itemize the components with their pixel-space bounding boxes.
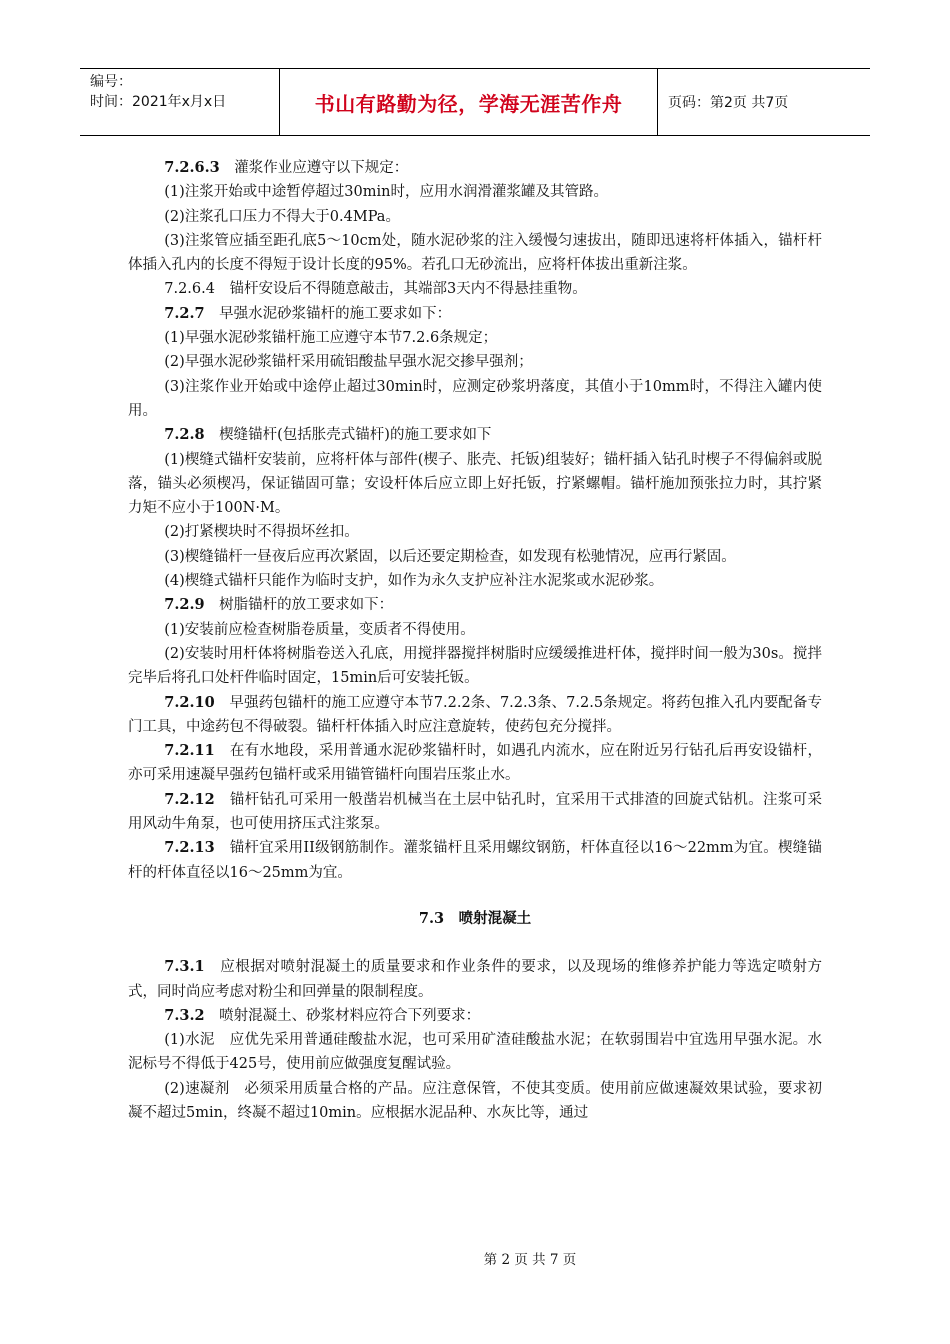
clause-number: 7.2.13 <box>164 839 215 857</box>
clause-number: 7.2.9 <box>164 596 205 614</box>
page-header <box>80 68 870 136</box>
paragraph-text: 喷射混凝土、砂浆材料应符合下列要求： <box>219 1007 481 1024</box>
paragraph <box>128 569 822 593</box>
clause-number: 7.2.10 <box>164 693 215 711</box>
paragraph-text: 锚杆宜采用II级钢筋制作。灌浆锚杆且采用螺纹钢筋，杆体直径以16～22mm为宜。楔缝锚杆的杆体直径以16～25mm为宜。 <box>128 840 822 881</box>
paragraph-text: 在有水地段，采用普通水泥砂浆锚杆时，如遇孔内流水，应在附近另行钻孔后再安设锚杆，亦可采用速凝早强药包锚杆或采用锚管锚杆向围岩压浆止水。 <box>128 743 822 784</box>
paragraph <box>128 277 822 301</box>
paragraph-text: (3)注浆管应插至距孔底5～10cm处，随水泥砂浆的注入缓慢匀速拔出，随即迅速将杆体插入，锚杆杆体插入孔内的长度不得短于设计长度的95%。若孔口无砂流出，应将杆体拔出重新注浆。 <box>128 232 822 274</box>
clause-number: 7.2.8 <box>164 426 205 444</box>
paragraph-text: 早强药包锚杆的施工应遵守本节7.2.2条、7.2.3条、7.2.5条规定。将药包推入孔内要配备专门工具，中途药包不得破裂。锚杆杆体插入时应注意旋转，使药包充分搅拌。 <box>128 694 823 735</box>
document-number-label: 编号： <box>90 74 132 90</box>
header-motto: 书山有路勤为径，学海无涯苦作舟 <box>280 69 658 135</box>
page-footer: 第 2 页 共 7 页 <box>483 1252 577 1268</box>
document-time-label: 时间：2021年x月x日 <box>90 94 227 110</box>
paragraph-text: (1)楔缝式锚杆安装前，应将杆体与部件(楔子、胀壳、托钣)组装好；锚杆插入钻孔时楔子不得偏斜或脱落，锚头必须楔冯，保证锚固可靠；安设杆体后应立即上好托钣，拧紧螺帽。锚杆施加预张拉力时，其拧紧力矩不应小于100N·M。 <box>128 451 822 517</box>
paragraph-text: (2)速凝剂 必须采用质量合格的产品。应注意保管，不使其变质。使用前应做速凝效果试验，要求初凝不超过5min，终凝不超过10min。应根据水泥品种、水灰比等，通过 <box>128 1080 822 1121</box>
paragraph-text: 7.2.6.4 锚杆安设后不得随意敲击，其端部3天内不得悬挂重物。 <box>164 281 587 298</box>
paragraph <box>128 642 822 691</box>
paragraph-text: (1)水泥 应优先采用普通硅酸盐水泥，也可采用矿渣硅酸盐水泥；在软弱围岩中宜选用早强水泥。水泥标号不得低于425号，使用前应做强度复醒试验。 <box>128 1032 822 1073</box>
paragraph <box>128 423 822 447</box>
clause-number: 7.2.12 <box>164 790 215 808</box>
paragraph <box>128 229 822 278</box>
header-meta <box>80 69 280 135</box>
paragraph-text: 灌浆作业应遵守以下规定： <box>234 160 409 176</box>
paragraph-text: (2)安装时用杆体将树脂卷送入孔底，用搅拌器搅拌树脂时应缓缓推进杆体，搅拌时间一般为30s。搅拌完毕后将孔口处杆件临时固定，15min后可安装托钣。 <box>128 645 822 687</box>
paragraph <box>128 448 822 521</box>
paragraph <box>128 520 822 544</box>
paragraph <box>128 1004 822 1028</box>
paragraph-text: (3)注浆作业开始或中途停止超过30min时，应测定砂浆坍落度，其值小于10mm时，不得注入罐内使用。 <box>128 378 822 419</box>
paragraph-text: (2)早强水泥砂浆锚杆采用硫铝酸盐早强水泥交掺早强剂； <box>164 354 533 371</box>
paragraph <box>128 618 822 642</box>
paragraph <box>128 1028 822 1077</box>
paragraph <box>128 156 822 180</box>
clause-number: 7.3.1 <box>164 958 205 976</box>
paragraph <box>128 375 822 424</box>
clause-number: 7.2.11 <box>164 742 215 760</box>
clause-number: 7.2.6.3 <box>164 159 220 176</box>
paragraph-text: 早强水泥砂浆锚杆的施工要求如下： <box>219 305 452 322</box>
clause-number: 7.3.2 <box>164 1006 205 1024</box>
paragraph-text: (4)楔缝式锚杆只能作为临时支护，如作为永久支护应补注水泥浆或水泥砂浆。 <box>164 573 664 590</box>
paragraph <box>128 350 822 374</box>
header-page-info: 页码：第2页 共7页 <box>668 95 789 111</box>
paragraph <box>128 955 822 1004</box>
paragraph-text: 应根据对喷射混凝土的质量要求和作业条件的要求，以及现场的维修养护能力等选定喷射方式，同时尚应考虑对粉尘和回弹量的限制程度。 <box>128 959 823 1000</box>
paragraph-text: (2)打紧楔块时不得损坏丝扣。 <box>164 524 359 541</box>
paragraph-text: 锚杆钻孔可采用一般凿岩机械当在土层中钻孔时，宜采用干式排渣的回旋式钻机。注浆可采用风动牛角泵，也可使用挤压式注浆泵。 <box>128 791 822 833</box>
section-7-3-paragraphs <box>128 955 822 1125</box>
clause-number: 7.2.7 <box>164 304 205 322</box>
paragraph <box>128 593 822 617</box>
paragraph-text: 楔缝锚杆(包括胀壳式锚杆)的施工要求如下 <box>219 427 492 444</box>
paragraph-text: (3)楔缝锚杆一昼夜后应再次紧固，以后还要定期检查，如发现有松驰情况，应再行紧固。 <box>164 548 736 565</box>
paragraph-text: 树脂锚杆的放工要求如下： <box>219 597 394 614</box>
section-7-2-paragraphs <box>128 156 822 885</box>
paragraph <box>128 205 822 229</box>
paragraph-text: (1)注浆开始或中途暂停超过30min时，应用水润滑灌浆罐及其管路。 <box>164 184 608 201</box>
paragraph <box>128 326 822 350</box>
section-title: 7.3 喷射混凝土 <box>418 909 532 927</box>
paragraph-text: (1)安装前应检查树脂卷质量，变质者不得使用。 <box>164 621 475 638</box>
document-body <box>128 156 822 1125</box>
paragraph <box>128 1077 822 1126</box>
paragraph <box>128 691 822 740</box>
paragraph <box>128 302 822 326</box>
paragraph <box>128 545 822 569</box>
paragraph <box>128 836 822 885</box>
paragraph <box>128 180 822 204</box>
paragraph <box>128 788 822 837</box>
paragraph <box>128 739 822 788</box>
paragraph-text: (2)注浆孔口压力不得大于0.4MPa。 <box>164 208 400 225</box>
paragraph-text: (1)早强水泥砂浆锚杆施工应遵守本节7.2.6条规定； <box>164 330 498 347</box>
